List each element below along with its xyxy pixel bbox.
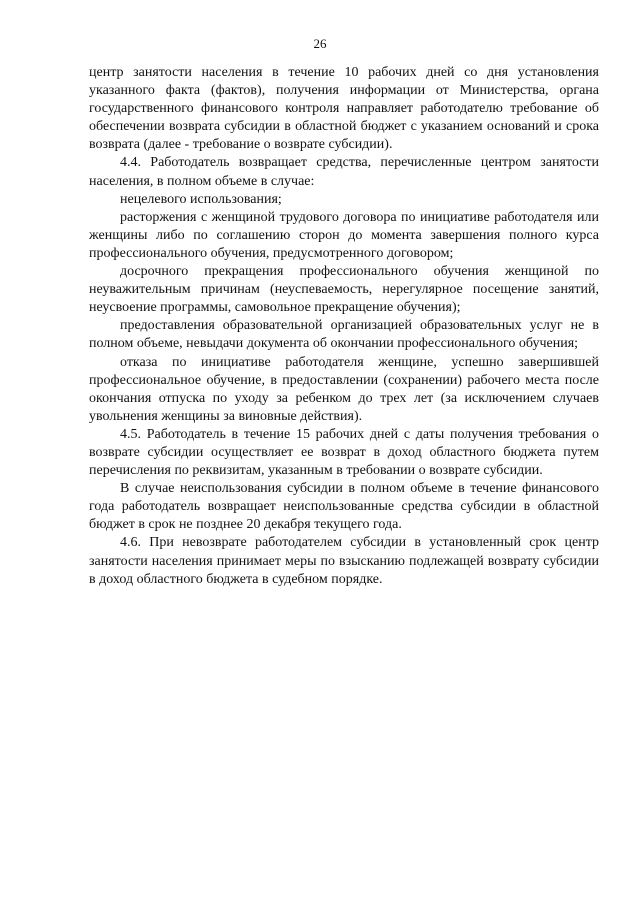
paragraph-4-6: 4.6. При невозврате работодателем субсидии в установленный срок центр занятости населения принимает меры по взысканию подлежащей возврату субсидии в доход областного бюджета в судебном порядке. [89, 535, 599, 587]
list-item-contract-termination: расторжения с женщиной трудового договора по инициативе работодателя или женщины либо по соглашению сторон до момента завершения полного курса профессионального обучения, предусмотренного договором; [89, 209, 599, 261]
paragraph-unused-subsidy: В случае неиспользования субсидии в полном объеме в течение финансового года работодатель возвращает неиспользованные средства субсидии в областной бюджет в срок не позднее 20 декабря текущего года. [89, 481, 599, 533]
paragraph-4-4: 4.4. Работодатель возвращает средства, перечисленные центром занятости населения, в полном объеме в случае: [89, 155, 599, 189]
list-item-early-training-end: досрочного прекращения профессионального обучения женщиной по неуважительным причинам (неуспеваемость, нерегулярное посещение занятий, неусвоение программы, самовольное прекращение обучения); [89, 264, 599, 316]
page-number: 26 [313, 36, 327, 51]
list-item-job-refusal: отказа по инициативе работодателя женщине, успешно завершившей профессиональное обучение, в предоставлении (сохранении) рабочего места после окончания отпуска по уходу за ребенком до трех лет (за исключением случаев увольнения женщины за виновные действия). [89, 354, 599, 424]
list-item-incomplete-services: предоставления образовательной организацией образовательных услуг не в полном объеме, невыдачи документа об окончании профессионального обучения; [89, 318, 599, 352]
document-body [89, 64, 599, 589]
list-item-misuse: нецелевого использования; [120, 191, 282, 207]
paragraph-4-5: 4.5. Работодатель в течение 15 рабочих дней с даты получения требования о возврате субсидии осуществляет ее возврат в доход областного бюджета путем перечисления по реквизитам, указанным в требовании о возврате субсидии. [89, 426, 599, 479]
paragraph-notice-of-return: центр занятости населения в течение 10 рабочих дней со дня установления указанного факта (фактов), получения информации от Министерства, органа государственного финансового контроля направляет работодателю требование об обеспечении возврата субсидии в областной бюджет с указанием оснований и срока возврата (далее - требование о возврате субсидии). [89, 65, 599, 153]
